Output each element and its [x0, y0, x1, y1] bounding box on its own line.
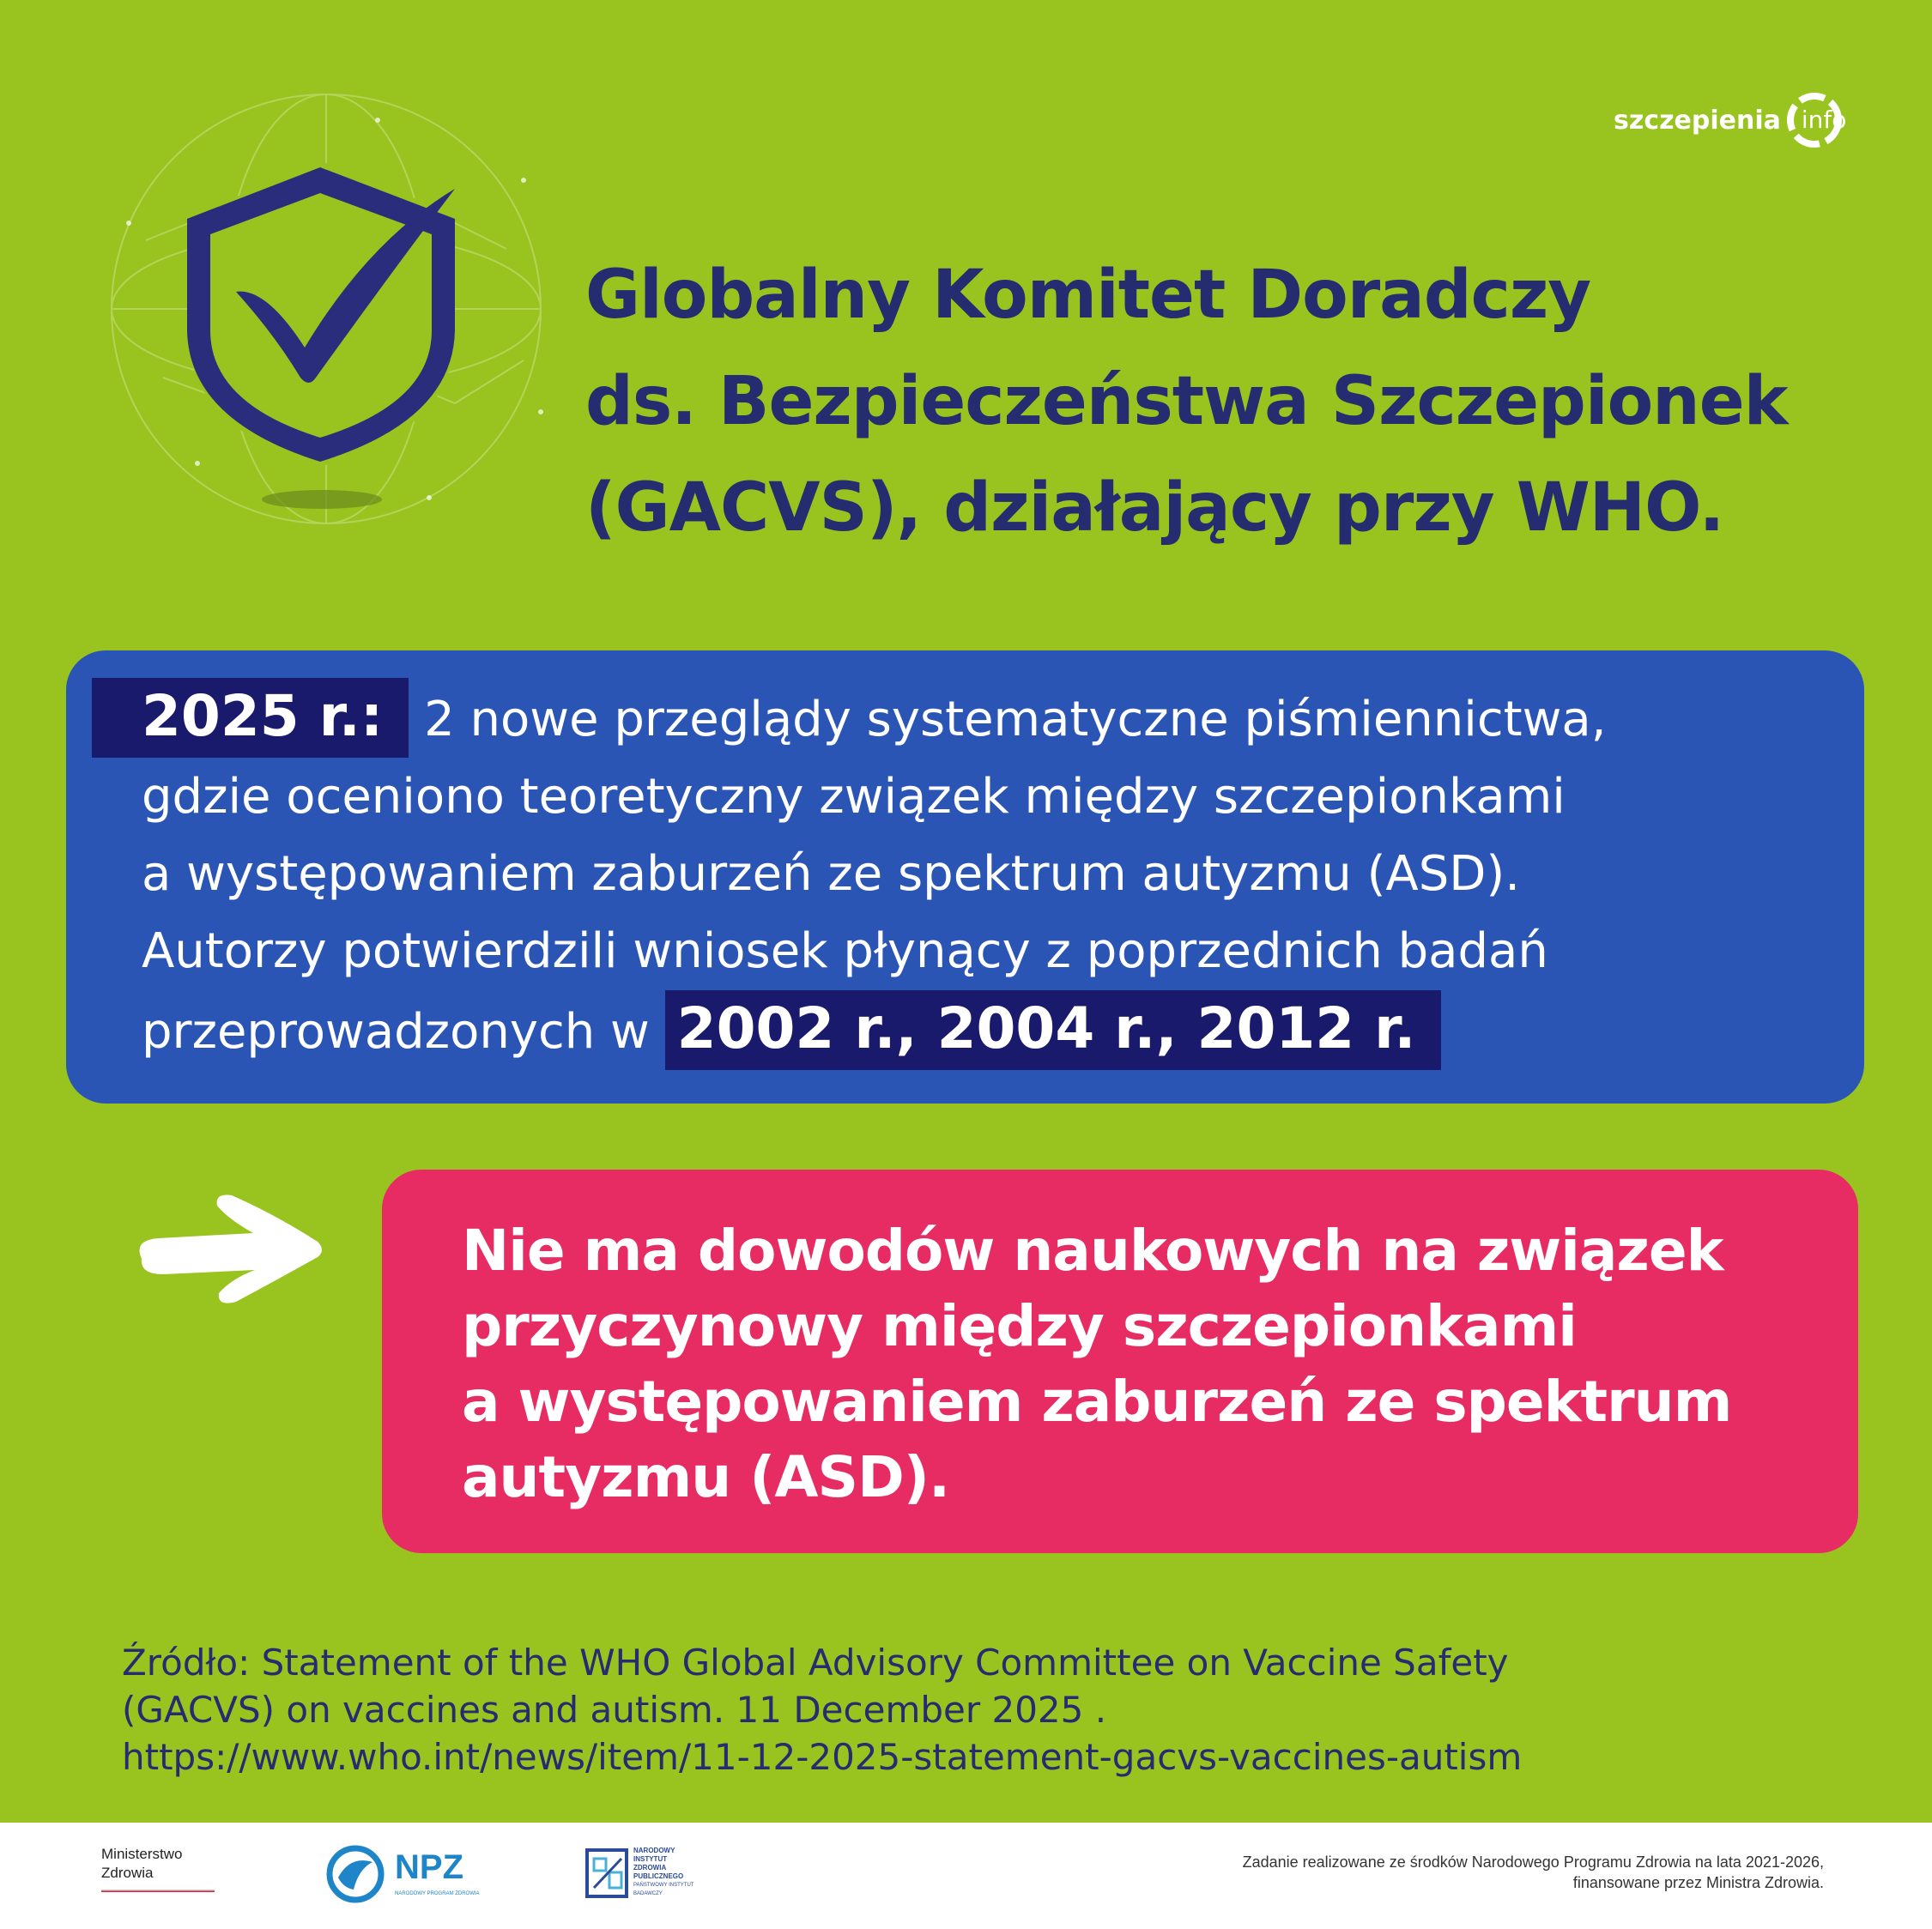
funding-line-2: finansowane przez Ministra Zdrowia. — [1572, 1874, 1824, 1891]
pzh-line-3: ZDROWIA — [633, 1864, 667, 1872]
year-highlight: 2025 r.: — [92, 678, 409, 758]
info-line-1-rest: 2 nowe przeglądy systematyczne piśmiennictwa, — [409, 692, 1607, 747]
shield-check-icon — [94, 51, 575, 532]
ministry-line-2: Zdrowia — [101, 1865, 154, 1881]
pzh-line-2: INSTYTUT — [633, 1855, 668, 1863]
funding-note — [1243, 1852, 1824, 1893]
info-line-2: gdzie oceniono teoretyczny związek między szczepionkami — [142, 769, 1566, 825]
ministry-logo — [101, 1845, 230, 1892]
info-line-3: a występowaniem zaburzeń ze spektrum autyzmu (ASD). — [142, 846, 1521, 902]
npz-name: NPZ — [395, 1848, 463, 1886]
pzh-logo — [584, 1847, 712, 1907]
conclusion-line-4: autyzmu (ASD). — [462, 1444, 950, 1510]
funding-line-1: Zadanie realizowane ze środków Narodowego Programu Zdrowia na lata 2021-2026, — [1242, 1853, 1824, 1871]
pzh-name — [633, 1847, 693, 1898]
brand-logo — [1614, 86, 1847, 154]
conclusion-line-2: przyczynowy między szczepionkami — [462, 1293, 1577, 1359]
pzh-line-5: PAŃSTWOWY INSTYTUT — [633, 1883, 694, 1888]
title-line-3: (GACVS), działający przy WHO. — [585, 469, 1724, 547]
title-line-1: Globalny Komitet Doradczy — [585, 257, 1591, 334]
ministry-line-1: Ministerstwo — [101, 1846, 183, 1862]
pzh-line-6: BADAWCZY — [633, 1891, 663, 1896]
info-text — [142, 678, 1867, 1071]
brand-ring-icon — [1784, 90, 1847, 150]
brand-name: szczepienia — [1614, 105, 1781, 136]
source-url[interactable]: https://www.who.int/news/item/11-12-2025-statement-gacvs-vaccines-autism — [122, 1736, 1523, 1778]
source-line-1: Źródło: Statement of the WHO Global Advisory Committee on Vaccine Safety — [122, 1642, 1509, 1684]
info-line-4: Autorzy potwierdzili wniosek płynący z poprzednich badań — [142, 923, 1548, 979]
pzh-line-4: PUBLICZNEGO — [633, 1872, 684, 1880]
source-line-2: (GACVS) on vaccines and autism. 11 December 2025 . — [122, 1689, 1107, 1731]
brand-suffix: info — [1801, 106, 1847, 134]
page-title — [585, 242, 1907, 561]
source-citation — [122, 1639, 1873, 1781]
conclusion-line-3: a występowaniem zaburzeń ze spektrum — [462, 1369, 1732, 1435]
ministry-flag-stripe — [101, 1890, 215, 1892]
info-line-5 — [142, 990, 1867, 1071]
title-line-2: ds. Bezpieczeństwa Szczepionek — [585, 363, 1788, 440]
info-line-1 — [142, 678, 1867, 759]
conclusion-text — [462, 1213, 1852, 1515]
npz-logo — [324, 1843, 496, 1903]
conclusion-line-1: Nie ma dowodów naukowych na związek — [462, 1218, 1723, 1284]
npz-emblem-icon — [324, 1843, 388, 1903]
pzh-line-1: NARODOWY — [633, 1847, 675, 1854]
npz-subtitle: NARODOWY PROGRAM ZDROWIA — [395, 1891, 480, 1896]
info-line-5-start: przeprowadzonych w — [142, 1004, 665, 1060]
years-highlight: 2002 r., 2004 r., 2012 r. — [665, 990, 1442, 1070]
pzh-emblem-icon — [584, 1847, 630, 1900]
arrow-right-icon — [124, 1188, 330, 1309]
